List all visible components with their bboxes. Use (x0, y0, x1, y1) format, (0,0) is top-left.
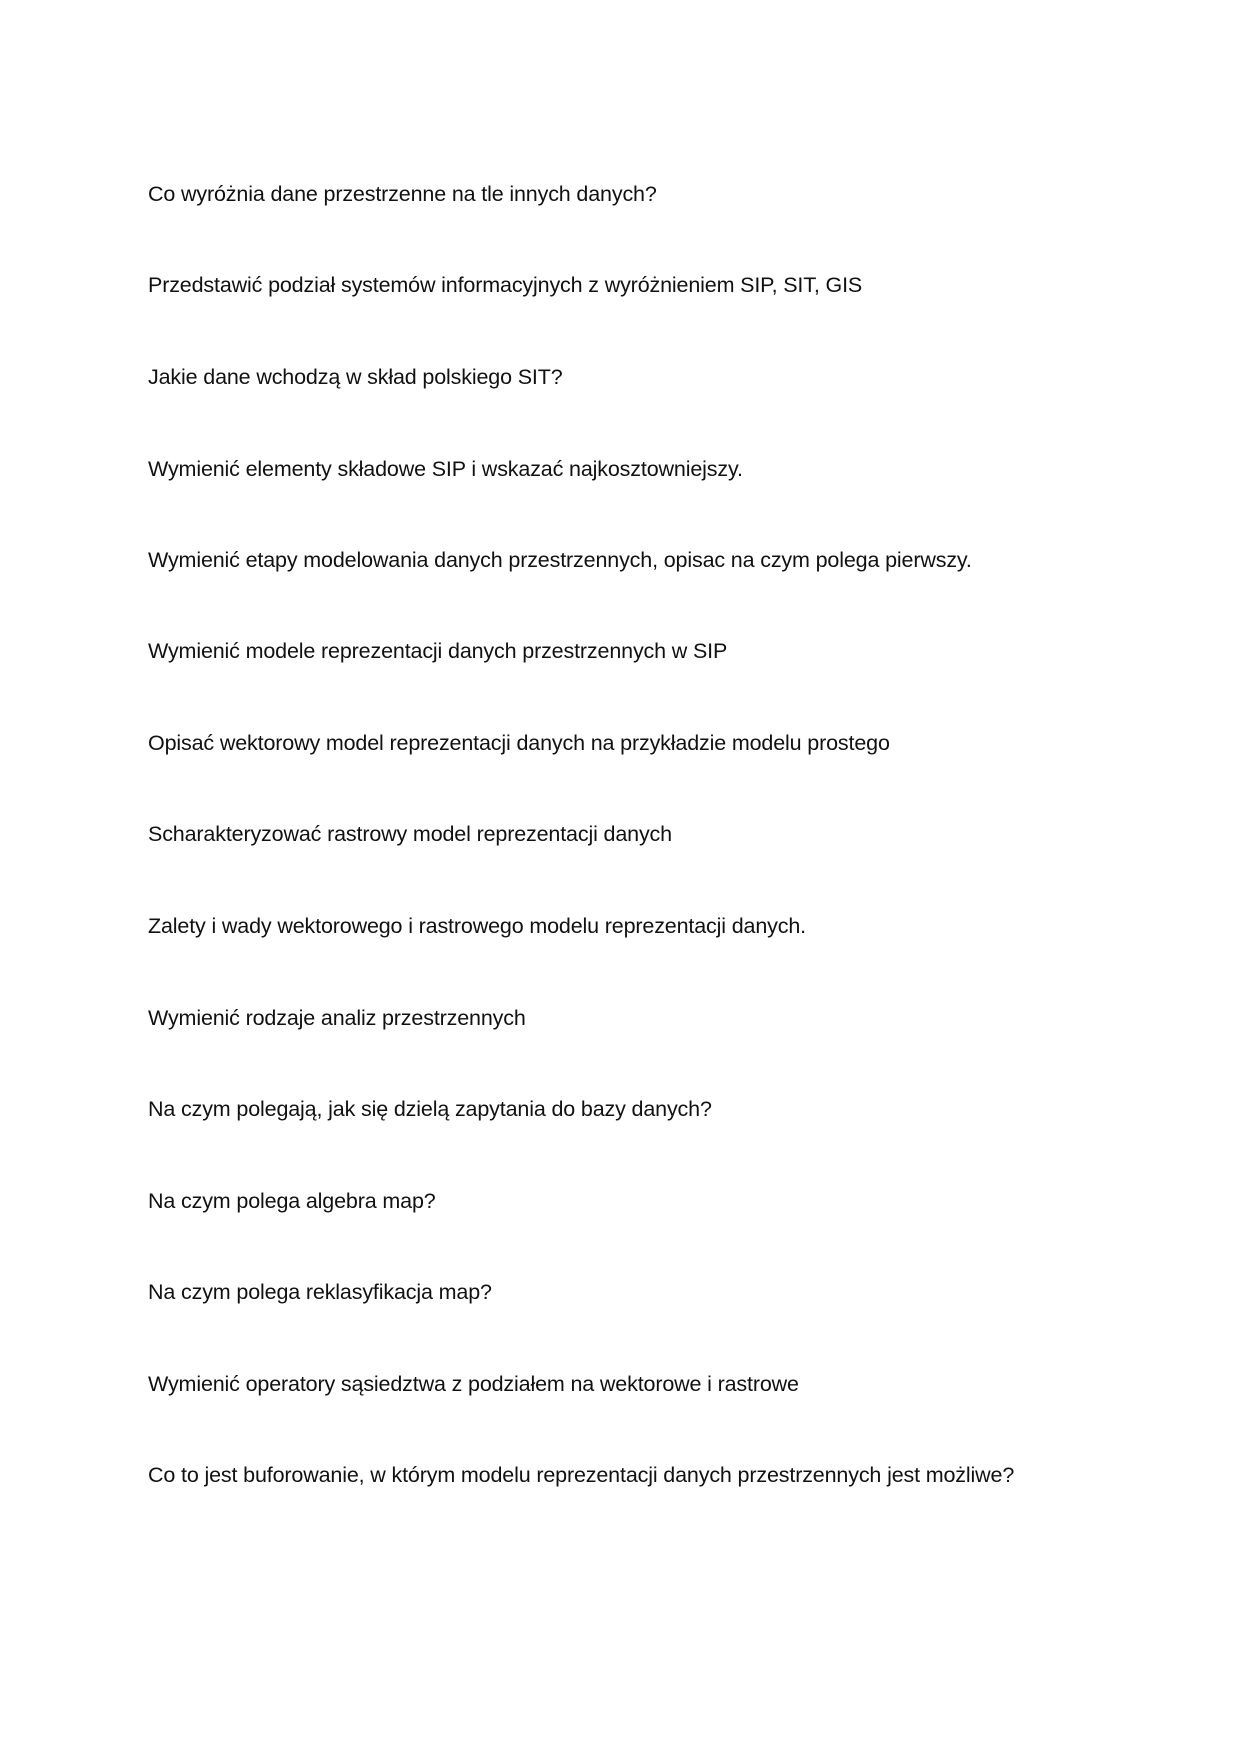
question-9: Zalety i wady wektorowego i rastrowego modelu reprezentacji danych. (148, 914, 806, 938)
question-7: Opisać wektorowy model reprezentacji danych na przykładzie modelu prostego (148, 731, 890, 755)
question-8: Scharakteryzować rastrowy model reprezentacji danych (148, 822, 672, 846)
question-3: Jakie dane wchodzą w skład polskiego SIT? (148, 365, 563, 389)
question-4: Wymienić elementy składowe SIP i wskazać najkosztowniejszy. (148, 457, 743, 481)
question-15: Co to jest buforowanie, w którym modelu reprezentacji danych przestrzennych jest możliwe? (148, 1463, 1015, 1487)
question-10: Wymienić rodzaje analiz przestrzennych (148, 1006, 526, 1030)
question-2: Przedstawić podział systemów informacyjnych z wyróżnieniem SIP, SIT, GIS (148, 273, 863, 297)
question-12: Na czym polega algebra map? (148, 1189, 436, 1213)
question-13: Na czym polega reklasyfikacja map? (148, 1280, 492, 1304)
question-14: Wymienić operatory sąsiedztwa z podziałem na wektorowe i rastrowe (148, 1372, 799, 1396)
question-5: Wymienić etapy modelowania danych przestrzennych, opisac na czym polega pierwszy. (148, 548, 972, 572)
question-6: Wymienić modele reprezentacji danych przestrzennych w SIP (148, 639, 728, 663)
question-11: Na czym polegają, jak się dzielą zapytania do bazy danych? (148, 1097, 712, 1121)
question-1: Co wyróżnia dane przestrzenne na tle innych danych? (148, 182, 657, 206)
